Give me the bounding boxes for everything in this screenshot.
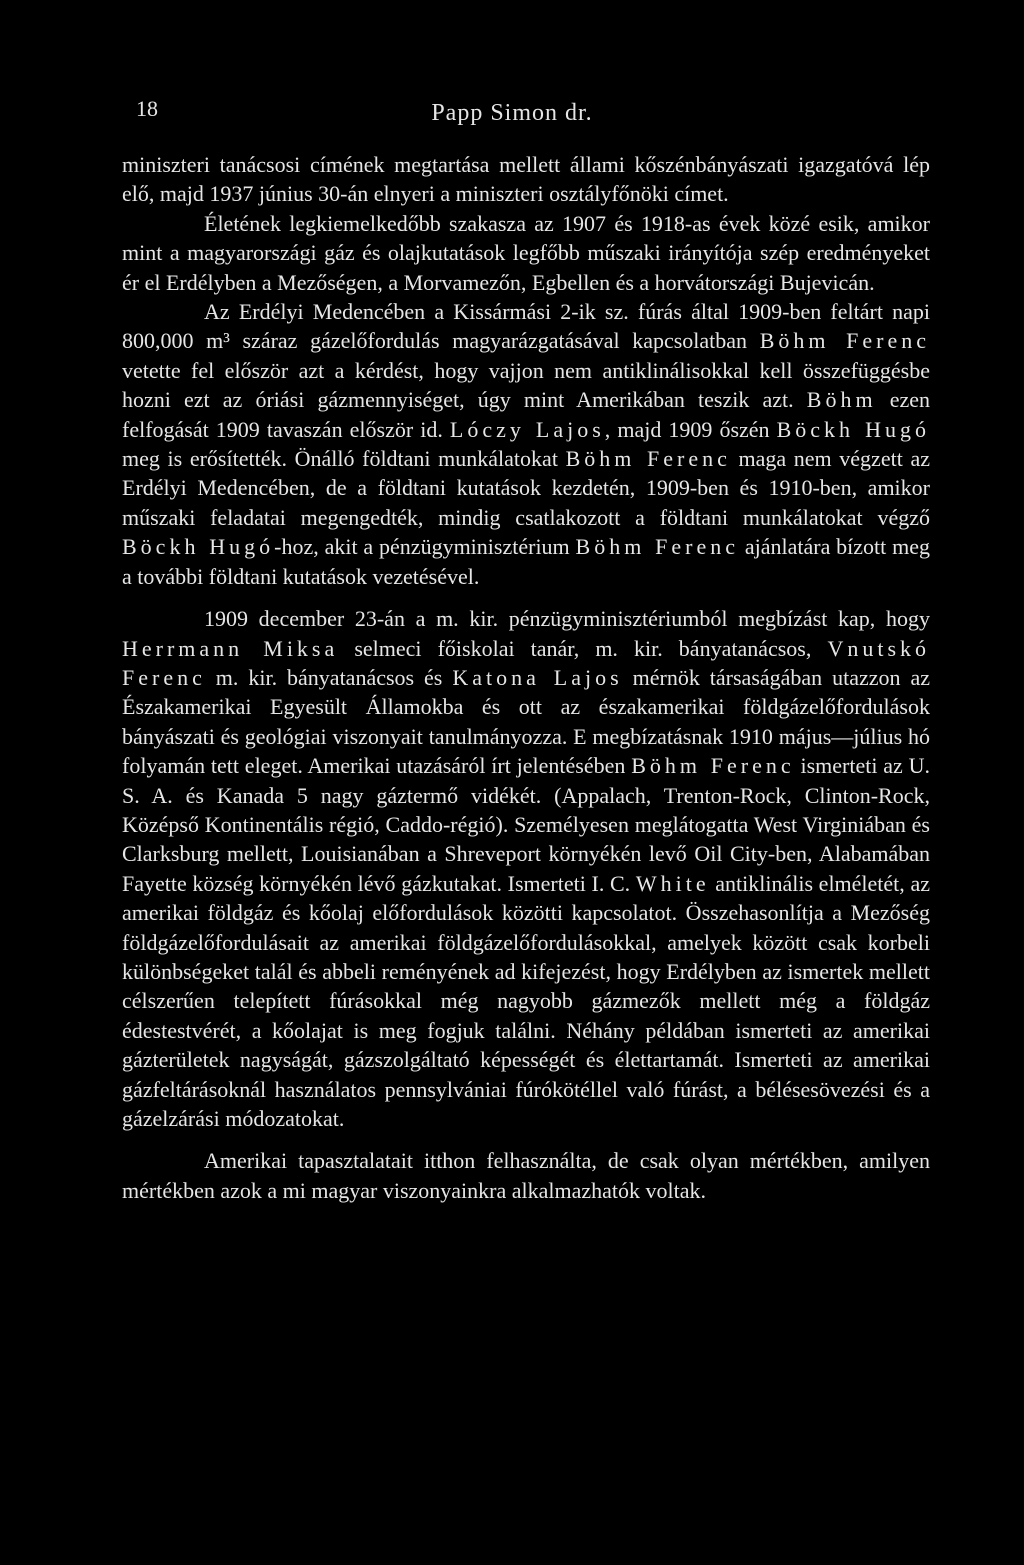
text-run: , majd 1909 őszén (604, 416, 777, 442)
spaced-name: Böckh Hugó (776, 416, 930, 442)
page-number: 18 (136, 96, 158, 121)
text-run: vetette fel először azt a kérdést, hogy vajjon nem antiklinálisokkal kell összefüggésbe hozni ezt az óriási gázmennyiséget, úgy mint Amerikában teszik azt. (122, 357, 930, 413)
spaced-name: Böhm Ferenc (575, 534, 739, 560)
spaced-name: Böhm (806, 387, 877, 413)
text-run: Életének legkiemelkedőbb szakasza az 1907 és 1918-as évek közé esik, amikor mint a magyarországi gáz és olajkutatások legfőbb műszaki irányítója szép eredményeket ér el Erdélyben a Mezőségen, a Morvamezőn, Egbellen és a horvátországi Bujevicán. (122, 210, 930, 295)
text-run: selmeci főiskolai tanár, m. kir. bányatanácsos, (338, 635, 828, 661)
spaced-name: Böckh Hugó (122, 534, 275, 560)
paragraph-p5 (122, 1146, 930, 1205)
text-run: miniszteri tanácsosi címének megtartása mellett állami kőszénbányászati igazgatóvá lép elő, majd 1937 június 30-án elnyeri a miniszteri osztályfőnöki címet. (122, 152, 930, 207)
spaced-name: Böhm Ferenc (565, 446, 731, 472)
text-run: -hoz, akit a pénzügyminisztérium (274, 534, 576, 560)
spaced-name: Katona Lajos (452, 664, 623, 690)
text-run: antiklinális elméletét, az amerikai földgáz és kőolaj előfordulások közötti kapcsolatot. Összehasonlítja a Mezőség földgázelőfordulásait az amerikai földgázelőfordulásokkal, amelyek között csak korbeli különbségeket talál és abbeli reményének ad kifejezést, hogy Erdélyben az ismertek mellett célszerűen telepített fúrásokkal még nagyobb gázmezők mellett még a földgáz édestestvérét, a kőolajat is meg fogjuk találni. Néhány példában ismerteti az amerikai gázterületek nagyságát, gázszolgáltató képességét és élettartamát. Ismerteti az amerikai gázfeltárásoknál használatos pennsylvániai fúrókötéllel való fúrást, a bélésesövezési és a gázelzárási módozatokat. (122, 870, 930, 1131)
paragraph-p2 (122, 209, 930, 297)
text-run: ezen felfogását 1909 tavaszán először id. (122, 387, 931, 442)
body-text (122, 150, 930, 1205)
paragraph-p3 (122, 297, 930, 591)
paragraph-p1 (122, 150, 930, 209)
text-run: ismerteti az U. S. A. és Kanada 5 nagy gáztermő vidékét. (Appalach, Trenton-Rock, Clinton-Rock, Középső Kontinentális régió, Caddo-régió). Személyesen meglátogatta West Virginiában és Clarksburg mellett, Louisianában a Shreveport környékén levő Oil City-ben, Alabamában Fayette község környékén lévő gázkutakat. Ismerteti I. C. (122, 753, 930, 896)
text-run: 1909 december 23-án a m. kir. pénzügyminisztériumból megbízást kap, hogy (204, 606, 930, 632)
text-run: maga nem végzett az Erdélyi Medencében, de a földtani kutatások kezdetén, 1909-ben és 1910-ben, amikor műszaki feladatai megengedték, mindig csatlakozott a földtani munkálatokat végző (122, 446, 930, 530)
spaced-name: Herrmann Miksa (122, 635, 339, 661)
spaced-name: Vnutskó Ferenc (122, 635, 930, 690)
paragraph-p4 (122, 604, 930, 1133)
text-run: Az Erdélyi Medencében a Kissármási 2-ik sz. fúrás által 1909-ben feltárt napi 800,000 m³ száraz gázelőfordulás magyarázgatásával kapcsolatban (122, 299, 930, 354)
text-run: mérnök társaságában utazzon az Északamerikai Egyesült Államokba és ott az északamerikai földgázelőfordulások bányászati és geológiai viszonyait tanulmányozza. E megbízatásnak 1910 május—július hó folyamán tett eleget. Amerikai utazásáról írt jelentésében (122, 664, 930, 779)
text-run: m. kir. bányatanácsos és (205, 664, 453, 690)
spaced-name: Böhm Ferenc (759, 328, 930, 354)
spaced-name: White (635, 870, 710, 896)
running-head: Papp Simon dr. (431, 100, 593, 126)
text-run: ajánlatára bízott meg a további földtani kutatások vezetésével. (122, 534, 930, 589)
text-run: Amerikai tapasztalatait itthon felhasználta, de csak olyan mértékben, amilyen mértékben azok a mi magyar viszonyainkra alkalmazhatók voltak. (122, 1148, 930, 1203)
spaced-name: Lóczy Lajos (449, 416, 605, 442)
spaced-name: Böhm Ferenc (631, 753, 795, 779)
text-run: meg is erősítették. Önálló földtani munkálatokat (122, 446, 566, 472)
